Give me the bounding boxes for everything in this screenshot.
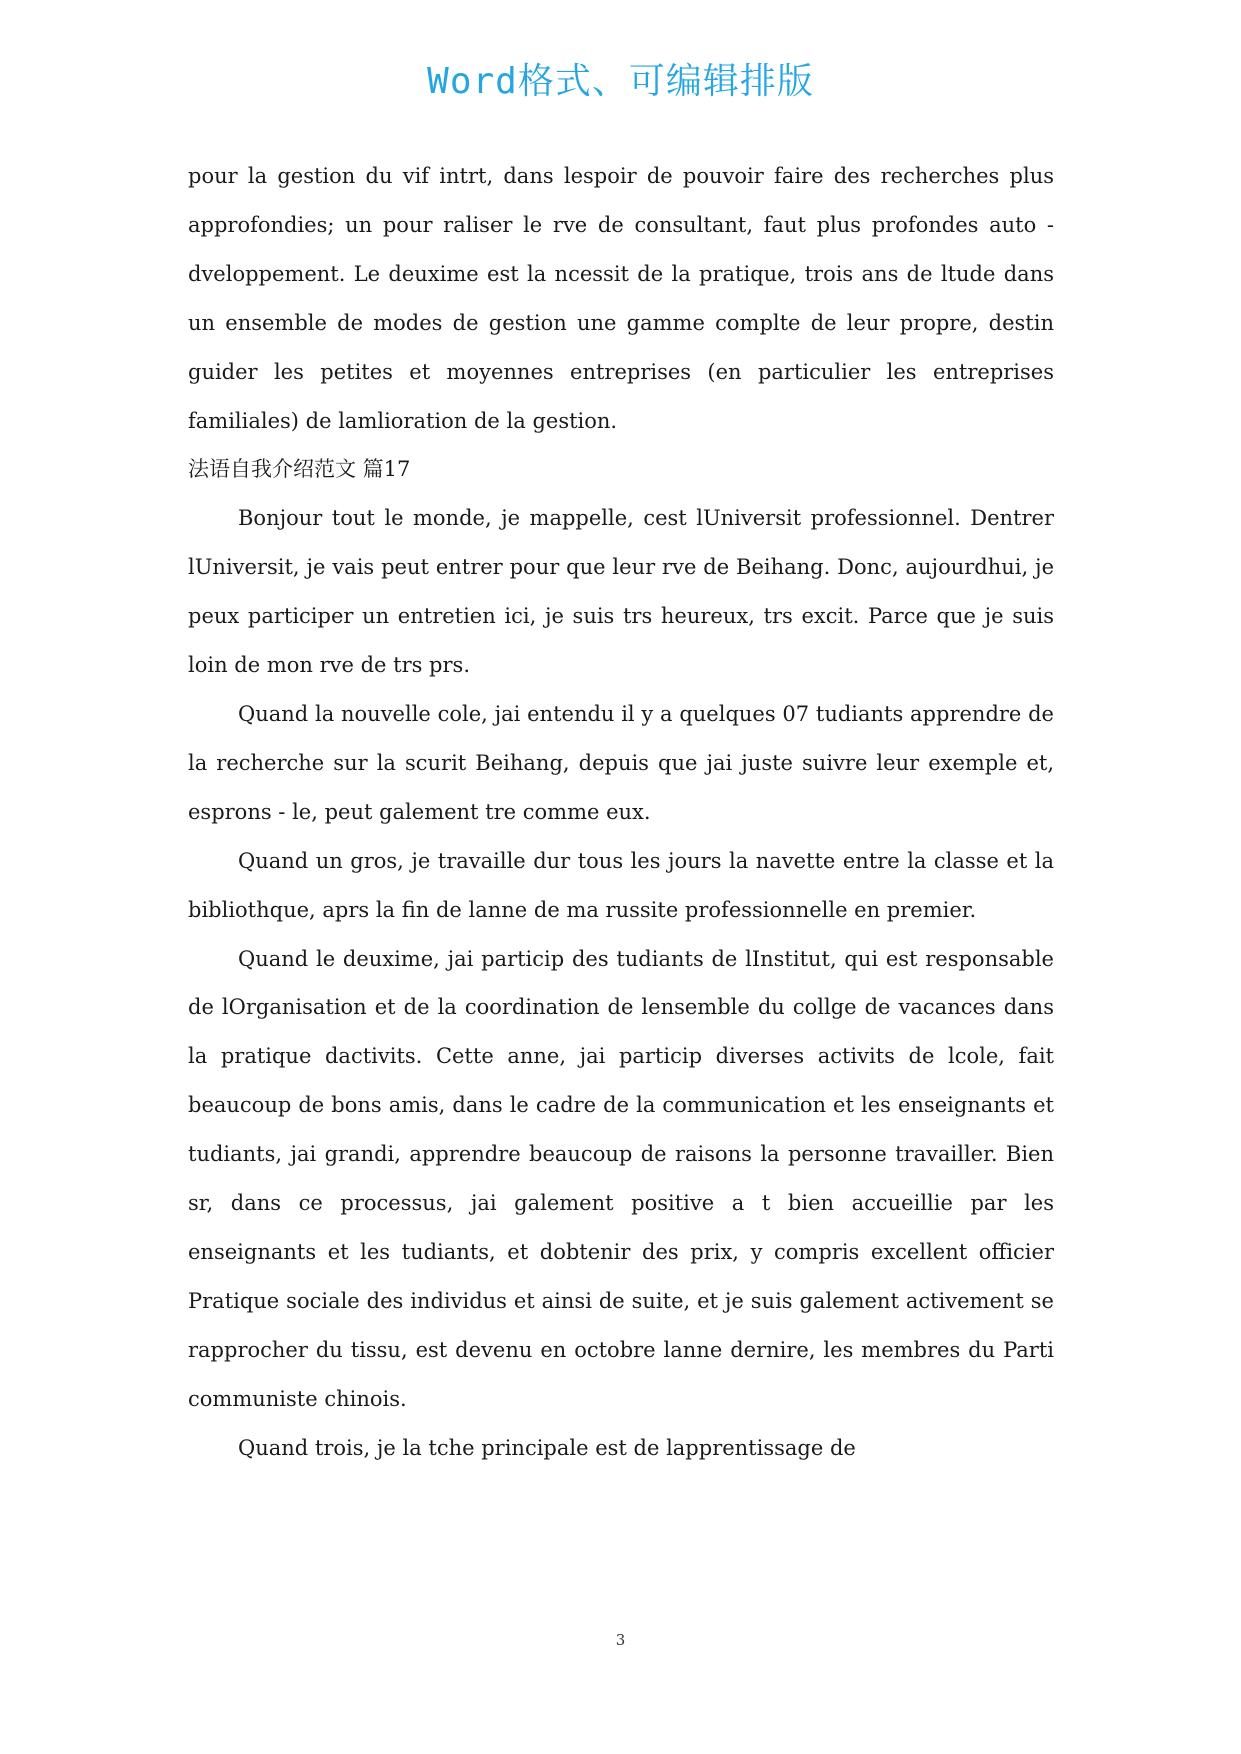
paragraph: Quand la nouvelle cole, jai entendu il y a quelques 07 tudiants apprendre de la recherche sur la scurit Beihang, depuis que jai juste suivre leur exemple et, esprons - le, peut galement tre comme eux. [188,701,1054,824]
paragraph: Bonjour tout le monde, je mappelle, cest lUniversit professionnel. Dentrer lUniversit, je vais peut entrer pour que leur rve de Beihang. Donc, aujourdhui, je peux participer un entretien ici, je suis trs heureux, trs excit. Parce que je suis loin de mon rve de trs prs. [188,506,1054,678]
paragraph-continuation: pour la gestion du vif intrt, dans lespoir de pouvoir faire des recherches plus approfondies; un pour raliser le rve de consultant, faut plus profondes auto - dveloppement. Le deuxime est la ncessit de la pratique, trois ans de ltude dans un ensemble de modes de gestion une gamme complte de leur propre, destin guider les petites et moyennes entreprises (en particulier les entreprises familiales) de lamlioration de la gestion. [188,164,1054,433]
document-body [188,152,1054,1472]
page-number: 3 [615,1631,626,1649]
paragraph: Quand le deuxime, jai particip des tudiants de lInstitut, qui est responsable de lOrganisation et de la coordination de lensemble du collge de vacances dans la pratique dactivits. Cette anne, jai particip diverses activits de lcole, fait beaucoup de bons amis, dans le cadre de la communication et les enseignants et tudiants, jai grandi, apprendre beaucoup de raisons la personne travailler. Bien sr, dans ce processus, jai galement positive a t bien accueillie par les enseignants et les tudiants, et dobtenir des prix, y compris excellent officier Pratique sociale des individus et ainsi de suite, et je suis galement activement se rapprocher du tissu, est devenu en octobre lanne dernire, les membres du Parti communiste chinois. [188,946,1054,1411]
paragraph: Quand trois, je la tche principale est de lapprentissage de [238,1435,856,1460]
paragraph: Quand un gros, je travaille dur tous les jours la navette entre la classe et la bibliothque, aprs la fin de lanne de ma russite professionnelle en premier. [188,848,1054,922]
page-header-title: Word格式、可编辑排版 [427,61,814,102]
section-heading: 法语自我介绍范文 篇17 [188,457,411,482]
